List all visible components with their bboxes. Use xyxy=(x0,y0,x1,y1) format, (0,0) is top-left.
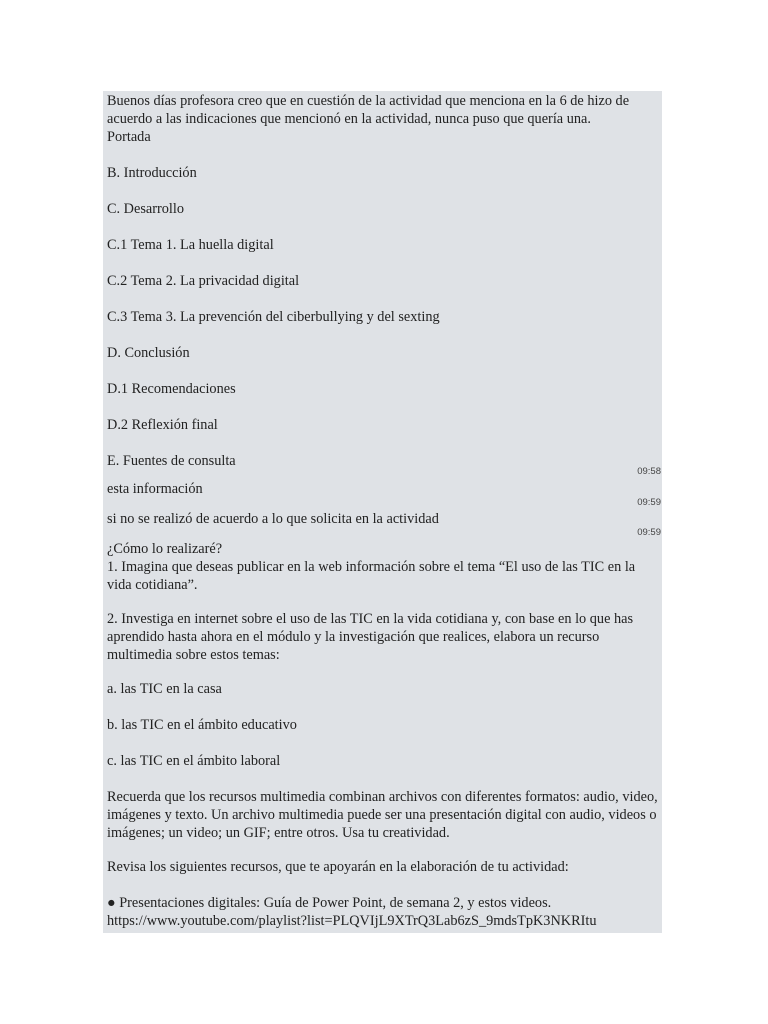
topic-item: a. las TIC en la casa xyxy=(107,681,222,697)
message-2: esta información xyxy=(107,481,203,497)
message-3: si no se realizó de acuerdo a lo que solicita en la actividad xyxy=(107,511,439,527)
activity-step-2: 2. Investiga en internet sobre el uso de las TIC en la vida cotidiana y, con base en lo que has aprendido hasta ahora en el módulo y la investigación que realices, elabora un recurso multimedia sobre estos temas: xyxy=(107,611,634,663)
topic-item: b. las TIC en el ámbito educativo xyxy=(107,717,297,733)
activity-heading: ¿Cómo lo realizaré? xyxy=(107,541,223,557)
message-intro: Buenos días profesora creo que en cuestión de la actividad que menciona en la 6 de hizo de acuerdo a las indicaciones que mencionó en la actividad, nunca puso que quería una. xyxy=(107,93,630,127)
outline-item: E. Fuentes de consulta xyxy=(107,453,236,469)
outline-item: D.1 Recomendaciones xyxy=(107,381,236,397)
message-2-timestamp: 09:59 xyxy=(637,497,661,508)
outline-item: C.1 Tema 1. La huella digital xyxy=(107,237,274,253)
resources-intro: Revisa los siguientes recursos, que te apoyarán en la elaboración de tu actividad: xyxy=(107,859,569,875)
outline-item: C.2 Tema 2. La privacidad digital xyxy=(107,273,300,289)
message-1-timestamp: 09:58 xyxy=(637,466,661,477)
outline-item: C. Desarrollo xyxy=(107,201,185,217)
item-portada: Portada xyxy=(107,129,151,145)
outline-item: B. Introducción xyxy=(107,165,197,181)
message-1 xyxy=(107,92,662,470)
message-4 xyxy=(107,540,662,930)
playlist-link[interactable]: https://www.youtube.com/playlist?list=PLQVIjL9XTrQ3Lab6zS_9mdsTpK3NKRItu xyxy=(107,913,597,929)
outline-item: D.2 Reflexión final xyxy=(107,417,218,433)
resource-bullet: ● Presentaciones digitales: Guía de Power Point, de semana 2, y estos videos. xyxy=(107,895,552,911)
outline-item: C.3 Tema 3. La prevención del ciberbullying y del sexting xyxy=(107,309,440,325)
activity-step-1: 1. Imagina que deseas publicar en la web información sobre el tema “El uso de las TIC en la vida cotidiana”. xyxy=(107,559,636,593)
topic-item: c. las TIC en el ámbito laboral xyxy=(107,753,281,769)
multimedia-reminder: Recuerda que los recursos multimedia combinan archivos con diferentes formatos: audio, video, imágenes y texto. Un archivo multimedia puede ser una presentación digital con audio, videos o imágenes; un video; un GIF; entre otros. Usa tu creatividad. xyxy=(107,789,658,841)
outline-item: D. Conclusión xyxy=(107,345,190,361)
message-3-timestamp: 09:59 xyxy=(637,527,661,538)
